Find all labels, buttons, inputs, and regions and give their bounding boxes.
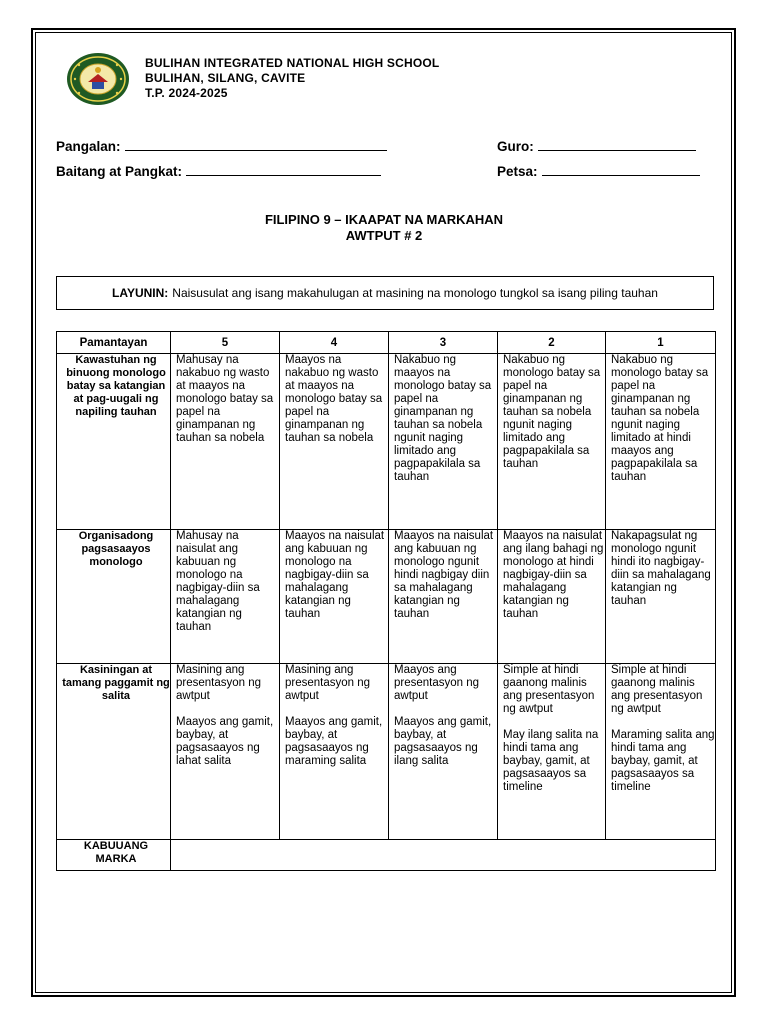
header-score-5: 5 (171, 332, 280, 354)
objective-label: LAYUNIN: (112, 286, 169, 300)
descriptor-cell: Masining ang presentasyon ng awtput Maayos ang gamit, baybay, at pagsasaayos ng maraming salita (280, 664, 389, 840)
descriptor-cell: Mahusay na nakabuo ng wasto at maayos na monologo batay sa papel na ginampanan ng tauhan sa nobela (171, 354, 280, 530)
objective-box (56, 276, 714, 310)
criterion-cell: Kawastuhan ng binuong monologo batay sa katangian at pag-uugali ng napiling tauhan (57, 354, 171, 530)
descriptor-cell: Nakabuo ng monologo batay sa papel na ginampanan ng tauhan sa nobela ngunit naging limitado ang pagpapakilala sa tauhan (498, 354, 606, 530)
school-seal-logo (66, 52, 130, 106)
header-score-3: 3 (389, 332, 498, 354)
objective-text: Naisusulat ang isang makahulugan at masining na monologo tungkol sa isang piling tauhan (172, 286, 658, 300)
teacher-label: Guro: (497, 139, 534, 154)
grade-section-blank[interactable] (186, 163, 381, 176)
rubric-row (57, 354, 716, 530)
total-label: KABUUANG MARKA (57, 840, 171, 871)
date-label: Petsa: (497, 164, 538, 179)
descriptor-cell: Mahusay na naisulat ang kabuuan ng monologo na nagbigay-diin sa mahalagang katangian ng tauhan (171, 530, 280, 664)
rubric-header-row (57, 332, 716, 354)
school-year: T.P. 2024-2025 (145, 86, 228, 100)
descriptor-cell: Nakabuo ng monologo batay sa papel na ginampanan ng tauhan sa nobela ngunit naging limitado at hindi maayos ang pagpapakilala sa tauhan (606, 354, 716, 530)
school-header (145, 56, 439, 101)
school-location: BULIHAN, SILANG, CAVITE (145, 71, 306, 85)
rubric-row (57, 530, 716, 664)
rubric-row (57, 664, 716, 840)
header-score-4: 4 (280, 332, 389, 354)
descriptor-cell: Maayos na naisulat ang ilang bahagi ng monologo at hindi nagbigay-diin sa mahalagang katangian ng tauhan (498, 530, 606, 664)
descriptor-cell: Simple at hindi gaanong malinis ang presentasyon ng awtput May ilang salita na hindi tama ang baybay, gamit, at pagsasaayos sa timeline (498, 664, 606, 840)
header-score-2: 2 (498, 332, 606, 354)
rubric-table (56, 331, 716, 871)
task-title: AWTPUT # 2 (345, 228, 423, 243)
descriptor-cell: Maayos na nakabuo ng wasto at maayos na monologo batay sa papel na ginampanan ng tauhan sa nobela (280, 354, 389, 530)
descriptor-cell: Simple at hindi gaanong malinis ang presentasyon ng awtput Maraming salita ang hindi tama ang baybay, gamit, at pagsasaayos sa timeline (606, 664, 716, 840)
descriptor-cell: Masining ang presentasyon ng awtput Maayos ang gamit, baybay, at pagsasaayos ng lahat salita (171, 664, 280, 840)
descriptor-cell: Maayos na naisulat ang kabuuan ng monologo na nagbigay-diin sa mahalagang katangian ng tauhan (280, 530, 389, 664)
descriptor-cell: Nakapagsulat ng monologo ngunit hindi ito nagbigay-diin sa mahalagang katangian ng tauhan (606, 530, 716, 664)
school-name: BULIHAN INTEGRATED NATIONAL HIGH SCHOOL (145, 56, 440, 70)
subject-title: FILIPINO 9 – IKAAPAT NA MARKAHAN (264, 212, 504, 227)
name-blank[interactable] (125, 138, 387, 151)
header-score-1: 1 (606, 332, 716, 354)
name-field (56, 138, 387, 154)
date-field (497, 163, 700, 179)
grade-section-label: Baitang at Pangkat: (56, 164, 183, 179)
descriptor-cell: Maayos ang presentasyon ng awtput Maayos ang gamit, baybay, at pagsasaayos ng ilang salita (389, 664, 498, 840)
descriptor-cell: Maayos na naisulat ang kabuuan ng monologo ngunit hindi nagbigay diin sa mahalagang katangian ng tauhan (389, 530, 498, 664)
grade-section-field (56, 163, 381, 179)
name-label: Pangalan: (56, 139, 121, 154)
descriptor-cell: Nakabuo ng maayos na monologo batay sa papel na ginampanan ng tauhan sa nobela ngunit naging limitado ang pagpapakilala sa tauhan (389, 354, 498, 530)
criterion-cell: Kasiningan at tamang paggamit ng salita (57, 664, 171, 840)
total-score-cell[interactable] (171, 840, 716, 871)
teacher-field (497, 138, 696, 154)
header-criteria: Pamantayan (57, 332, 171, 354)
criterion-cell: Organisadong pagsasaayos monologo (57, 530, 171, 664)
teacher-blank[interactable] (538, 138, 696, 151)
total-row (57, 840, 716, 871)
date-blank[interactable] (542, 163, 700, 176)
